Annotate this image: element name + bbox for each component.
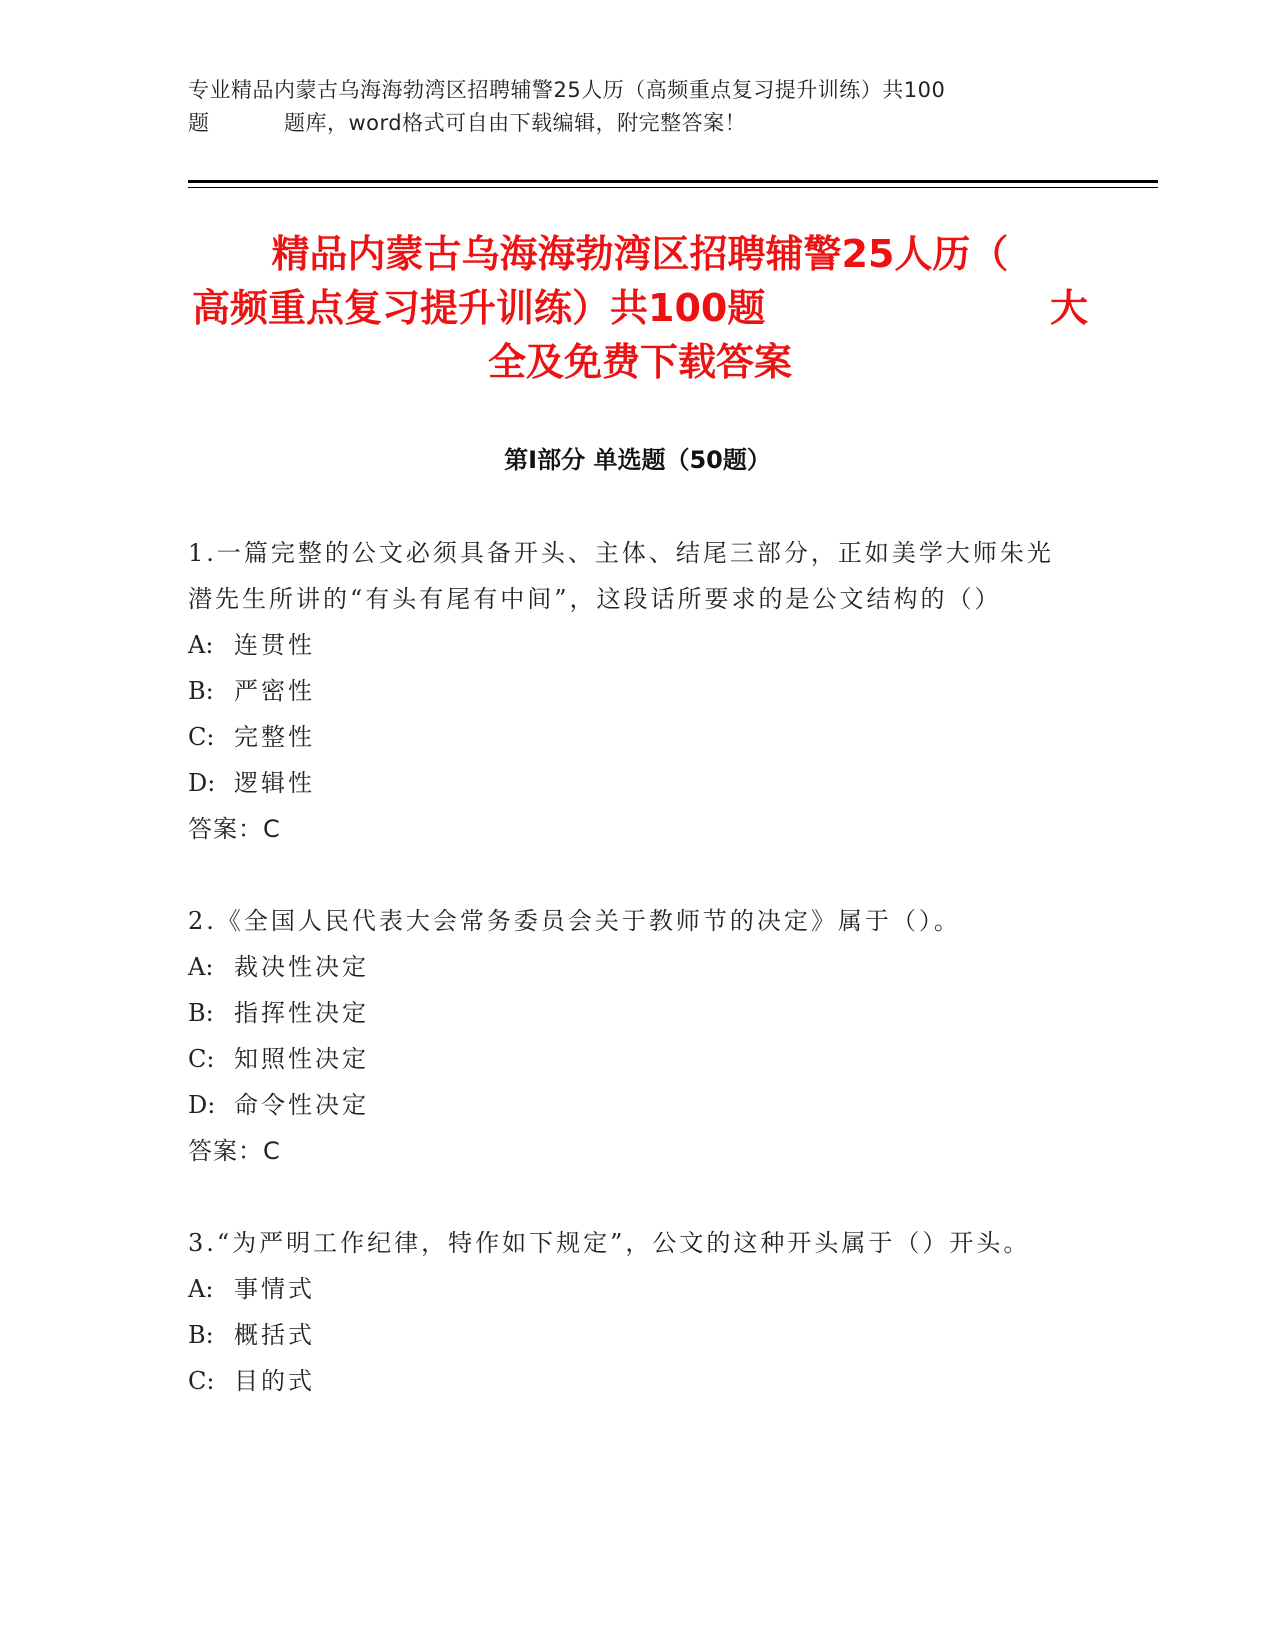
header-line-2 [188,107,1088,140]
header-line-1: 专业精品内蒙古乌海海勃湾区招聘辅警25人历（高频重点复习提升训练）共100 [188,78,946,102]
header-line-2-rest: 题库，word格式可自由下载编辑，附完整答案！ [284,111,747,135]
question-text: 2.《全国人民代表大会常务委员会关于教师节的决定》属于（）。 [188,907,961,935]
question-option [188,714,1068,760]
option-text: 事情式 [234,1275,315,1303]
question-option [188,760,1068,806]
page-header [188,74,1088,140]
document-title [180,227,1100,389]
question-list [188,530,1068,1450]
option-text: 知照性决定 [234,1045,369,1073]
option-text: 指挥性决定 [234,999,369,1027]
option-label: C: [188,1045,215,1073]
option-text: 连贯性 [234,631,315,659]
question-option [188,990,1068,1036]
option-text: 完整性 [234,723,315,751]
question-text: 3.“为严明工作纪律，特作如下规定”，公文的这种开头属于（）开头。 [188,1229,1031,1257]
question-text: 1.一篇完整的公文必须具备开头、主体、结尾三部分，正如美学大师朱光潜先生所讲的“有头有尾有中间”，这段话所要求的是公文结构的（） [188,539,1054,613]
option-label: B: [188,1321,214,1349]
option-text: 命令性决定 [234,1091,369,1119]
header-line-2-start: 题 [188,111,210,135]
option-text: 逻辑性 [234,769,315,797]
question-option [188,1358,1068,1404]
section-heading: 第I部分 单选题（50题） [504,446,771,474]
header-divider-thin [188,187,1158,188]
question-option [188,1312,1068,1358]
question-option [188,1266,1068,1312]
question-option [188,944,1068,990]
title-line-1: 精品内蒙古乌海海勃湾区招聘辅警25人历（ [271,232,1009,276]
question-answer: 答案：C [188,815,281,843]
title-line-3: 全及免费下载答案 [487,340,792,384]
question-option [188,1082,1068,1128]
option-label: A: [188,953,214,981]
option-label: D: [188,1091,216,1119]
option-text: 严密性 [234,677,315,705]
header-divider-thick [188,180,1158,183]
option-label: B: [188,677,214,705]
option-label: C: [188,723,215,751]
option-label: C: [188,1367,215,1395]
option-text: 概括式 [234,1321,315,1349]
option-label: B: [188,999,214,1027]
question-option [188,622,1068,668]
option-label: A: [188,631,214,659]
title-line-2-end: 大 [1049,286,1088,330]
title-line-2 [180,281,1100,335]
option-text: 裁决性决定 [234,953,369,981]
option-label: D: [188,769,216,797]
question-answer: 答案：C [188,1137,281,1165]
option-text: 目的式 [234,1367,315,1395]
question-option [188,1036,1068,1082]
question-item [188,898,1068,1174]
question-item [188,530,1068,852]
question-item [188,1220,1068,1404]
option-label: A: [188,1275,214,1303]
title-line-2-main: 高频重点复习提升训练）共100题 [192,286,766,330]
question-option [188,668,1068,714]
